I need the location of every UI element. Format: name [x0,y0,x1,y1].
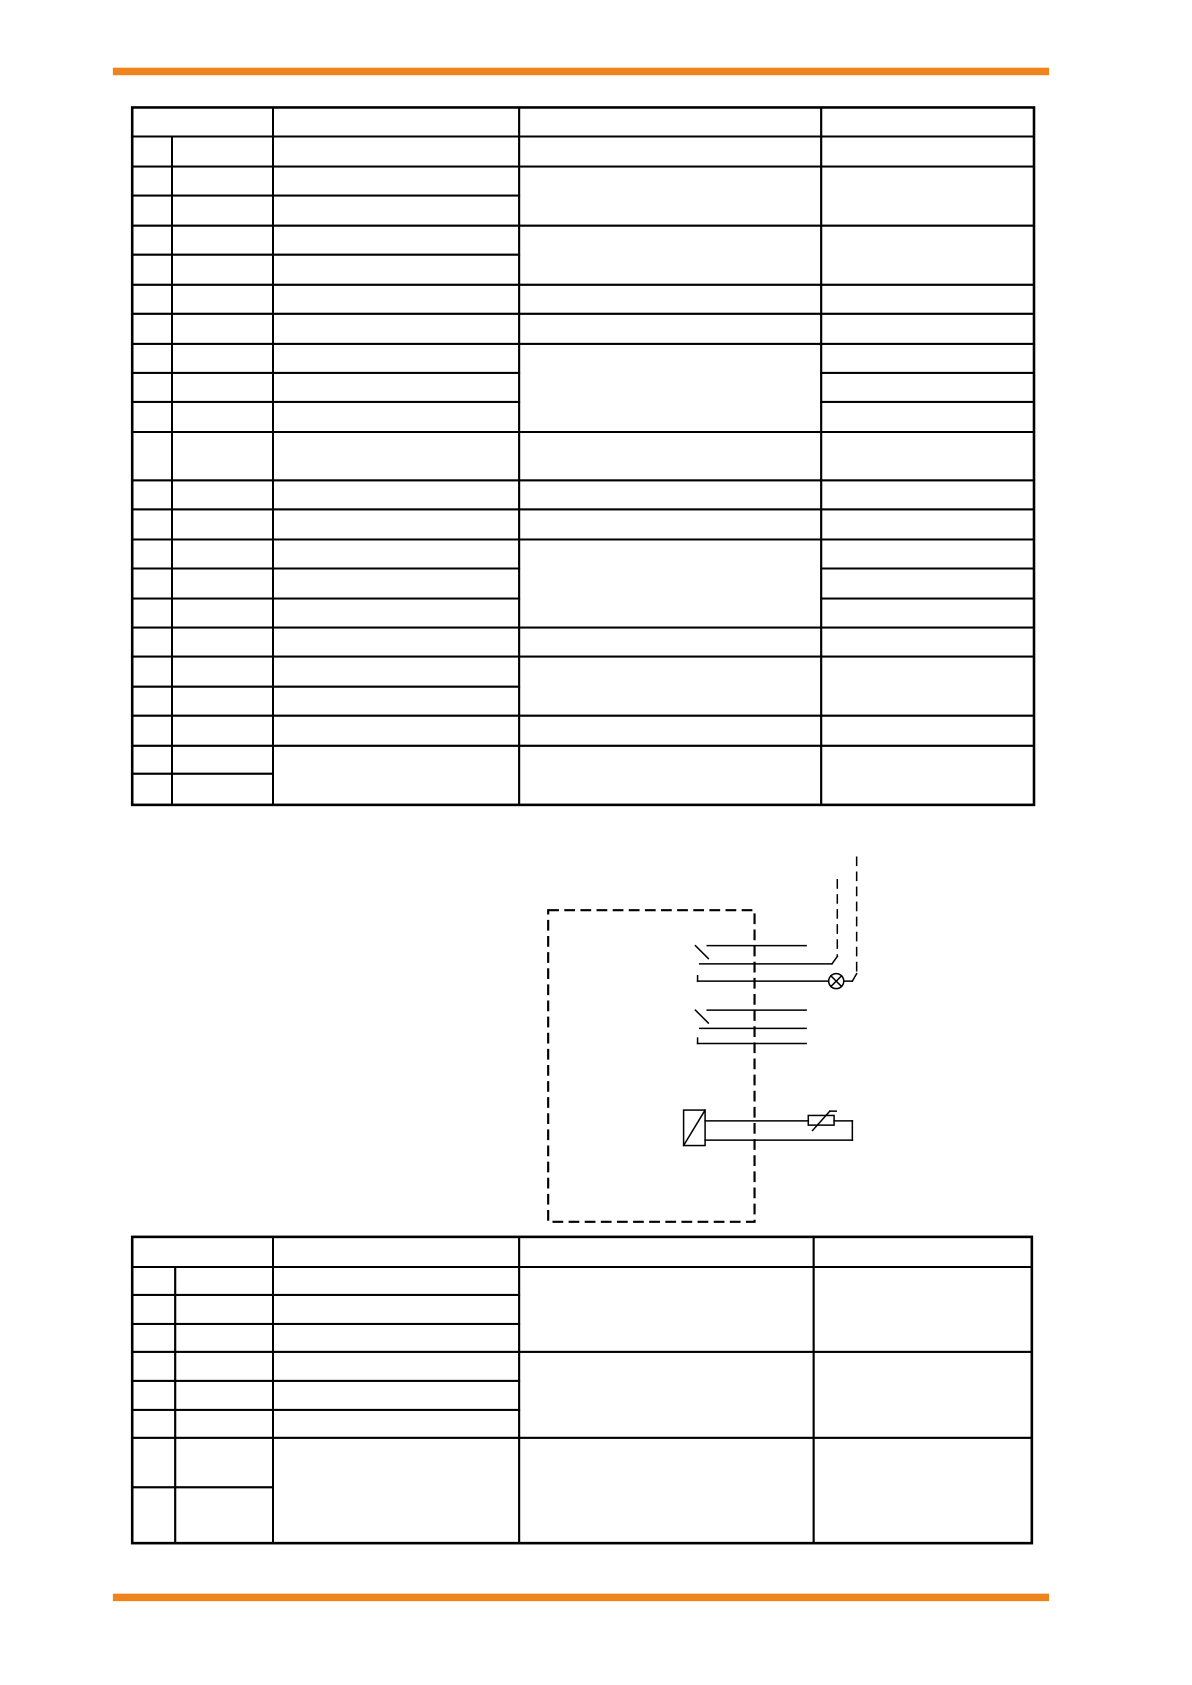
table-cell [821,628,1034,657]
table-cell [273,136,519,166]
table-cell [519,628,821,657]
table-cell [821,599,1034,628]
table-cell [821,480,1034,509]
table-cell [132,599,172,628]
table-cell [519,1438,814,1543]
table-cell [132,1324,175,1352]
table-cell [821,136,1034,166]
table-cell [273,746,519,805]
table-border [132,107,1034,804]
table-cell [172,657,273,687]
table-cell [132,509,172,539]
table-cell [814,1438,1032,1543]
table-cell [132,568,172,598]
table-cell [175,1352,273,1381]
table-cell [519,716,821,746]
table-cell [273,402,519,432]
table-cell [175,1324,273,1352]
table-cell [519,136,821,166]
table-cell [132,196,172,226]
table-cell [172,432,273,480]
table-cell [132,402,172,432]
table-header-cell [519,107,821,136]
table-cell [172,774,273,805]
table-header-cell [273,107,519,136]
table-cell [273,1267,519,1295]
table-cell [132,687,172,716]
table-cell [175,1295,273,1324]
table-cell [172,687,273,716]
table-cell [175,1487,273,1543]
table-cell [132,1487,175,1543]
table-cell [273,716,519,746]
table-cell [132,1438,175,1487]
table-cell [273,628,519,657]
table-cell [519,226,821,285]
table-cell [132,539,172,568]
header-rule [113,68,1049,76]
table-cell [132,746,172,774]
table-cell [273,1352,519,1381]
table-cell [172,402,273,432]
table-cell [519,480,821,509]
table-header-cell [132,107,273,136]
table-cell [132,628,172,657]
table-cell [273,226,519,255]
table-header-cell [821,107,1034,136]
table-cell [132,373,172,402]
table-cell [519,539,821,627]
table-cell [273,1295,519,1324]
table-cell [132,774,172,805]
table-cell [821,746,1034,805]
table-cell [273,1438,519,1543]
table-cell [273,432,519,480]
table-cell [821,373,1034,402]
table-cell [132,480,172,509]
table-border [132,1237,1032,1543]
table-cell [273,1410,519,1438]
variable-resistor-icon [808,1111,836,1130]
table-cell [519,1352,814,1438]
table-cell [172,373,273,402]
table-cell [172,196,273,226]
table-cell [132,226,172,255]
table-cell [273,657,519,687]
table-cell [172,255,273,285]
table-cell [175,1381,273,1410]
table-cell [821,509,1034,539]
table-cell [814,1267,1032,1352]
table-cell [814,1352,1032,1438]
table-cell [172,314,273,344]
relay-contact-icon [695,946,837,981]
table-cell [172,539,273,568]
table-cell [519,432,821,480]
table-cell [172,136,273,166]
table-cell [273,1324,519,1352]
table-cell [273,480,519,509]
table-header-cell [132,1237,273,1267]
table-cell [132,255,172,285]
device-enclosure-outline [548,910,754,1222]
table-cell [273,167,519,196]
table-cell [132,716,172,746]
table-cell [132,657,172,687]
table-cell [273,314,519,344]
table-cell [519,314,821,344]
table-cell [132,344,172,373]
table-cell [175,1267,273,1295]
table-cell [172,226,273,255]
table-cell [273,599,519,628]
table-cell [132,432,172,480]
table-cell [172,628,273,657]
table-cell [519,657,821,716]
table-header-cell [519,1237,814,1267]
table-cell [172,344,273,373]
table-cell [132,1267,175,1295]
table-cell [821,568,1034,598]
table-cell [273,1381,519,1410]
lower-table [132,1237,1032,1543]
relay-contact-icon [695,1010,806,1043]
wiring-diagram [548,856,856,1221]
upper-table [132,107,1034,804]
table-cell [519,344,821,432]
table-cell [821,432,1034,480]
table-cell [519,1267,814,1352]
table-cell [519,746,821,805]
table-cell [175,1410,273,1438]
table-cell [273,539,519,568]
table-cell [132,136,172,166]
table-cell [273,509,519,539]
table-cell [821,657,1034,716]
table-cell [273,196,519,226]
table-cell [132,1410,175,1438]
table-cell [821,716,1034,746]
table-cell [132,1295,175,1324]
table-header-cell [273,1237,519,1267]
table-cell [132,167,172,196]
signal-lamp-icon [829,974,857,989]
table-cell [172,716,273,746]
table-cell [132,314,172,344]
table-cell [273,285,519,314]
table-cell [175,1438,273,1487]
table-cell [172,599,273,628]
table-cell [821,402,1034,432]
table-cell [273,568,519,598]
table-cell [519,285,821,314]
table-cell [172,568,273,598]
table-cell [273,255,519,285]
table-cell [132,1352,175,1381]
table-cell [172,167,273,196]
table-cell [132,1381,175,1410]
table-cell [821,226,1034,285]
table-cell [821,285,1034,314]
table-cell [519,167,821,226]
footer-rule [113,1594,1049,1602]
table-cell [273,373,519,402]
table-cell [172,509,273,539]
table-cell [172,285,273,314]
table-cell [132,285,172,314]
table-cell [172,746,273,774]
table-cell [519,509,821,539]
table-cell [172,480,273,509]
table-header-cell [814,1237,1032,1267]
table-cell [273,687,519,716]
table-cell [273,344,519,373]
table-cell [821,167,1034,226]
table-cell [821,344,1034,373]
table-cell [821,539,1034,568]
table-cell [821,314,1034,344]
